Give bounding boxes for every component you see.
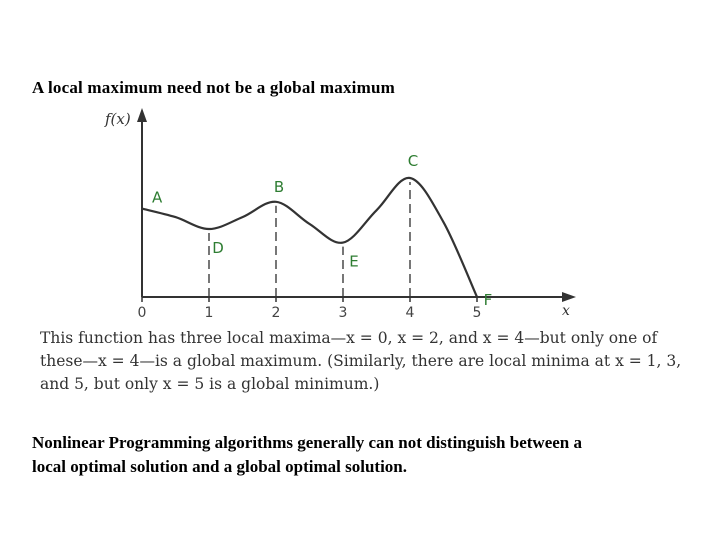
x-tick-label: 1 — [204, 305, 214, 321]
y-axis-arrowhead — [137, 108, 147, 122]
point-label-d: D — [212, 239, 224, 257]
footer-text — [32, 431, 702, 479]
x-tick-labels — [138, 297, 482, 321]
x-tick-label: 0 — [137, 305, 147, 321]
point-label-e: E — [349, 252, 359, 271]
caption-line: and 5, but only x = 5 is a global minimum.) — [40, 375, 380, 393]
x-axis-arrowhead — [562, 292, 576, 302]
caption-line: these—x = 4—is a global maximum. (Similarly, there are local minima at x = 1, 3, — [40, 352, 682, 370]
dashed-guides — [209, 182, 410, 297]
caption-line: This function has three local maxima—x = 0, x = 2, and x = 4—but only one of — [40, 329, 658, 347]
axes — [137, 108, 576, 302]
footer-line: Nonlinear Programming algorithms generally can not distinguish between a — [32, 433, 582, 452]
point-labels — [152, 152, 492, 309]
footer-line: local optimal solution and a global optimal solution. — [32, 457, 408, 476]
x-tick-label: 2 — [271, 305, 281, 321]
y-axis-label: f(x) — [105, 110, 131, 128]
x-tick-label: 4 — [405, 305, 415, 321]
x-tick-label: 3 — [338, 305, 348, 321]
x-axis-label: x — [562, 303, 570, 319]
function-curve — [142, 178, 477, 297]
figure-caption — [40, 327, 716, 396]
x-tick-label: 5 — [472, 305, 482, 321]
point-label-c: C — [407, 152, 419, 170]
point-label-b: B — [273, 177, 285, 196]
slide-heading: A local maximum need not be a global maximum — [32, 78, 395, 97]
point-label-a: A — [152, 188, 163, 207]
point-label-f: F — [483, 291, 493, 309]
